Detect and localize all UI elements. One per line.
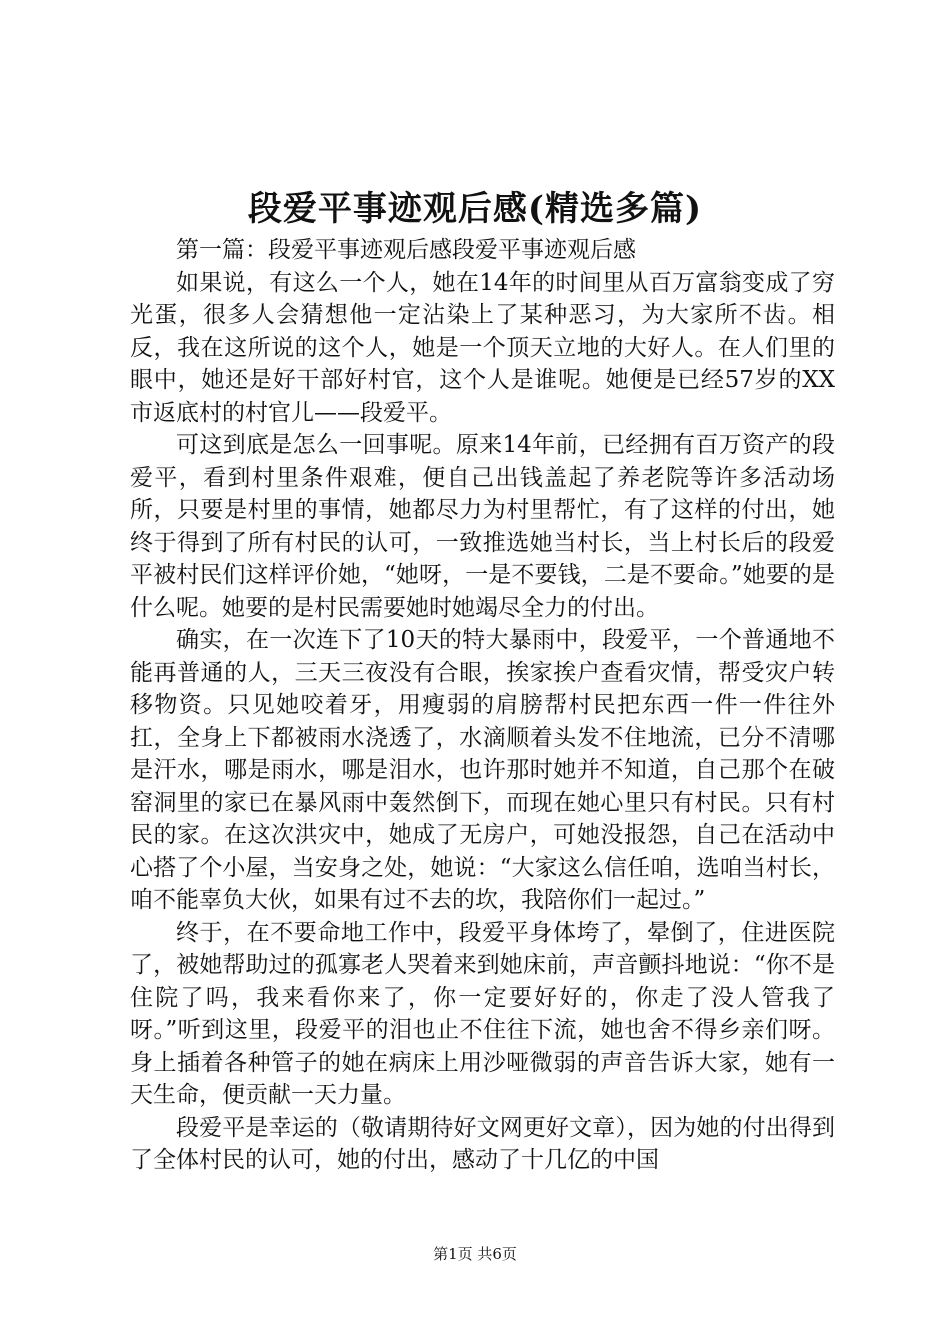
paragraph-1: 第一篇：段爱平事迹观后感段爱平事迹观后感: [176, 237, 636, 263]
paragraph-6: 段爱平是幸运的（敬请期待好文网更好文章），因为她的付出得到了全体村民的认可，她的付出，感动了十几亿的中国: [130, 1114, 835, 1173]
paragraph-2: 如果说，有这么一个人，她在14年的时间里从百万富翁变成了穷光蛋，很多人会猜想他一定沾染上了某种恶习，为大家所不齿。相反，我在这所说的这个人，她是一个顶天立地的大好人。在人们里的眼中，她还是好干部好村官，这个人是谁呢。她便是已经57岁的XX市返底村的村官儿——段爱平。: [130, 269, 835, 426]
page-number-footer: 第1页 共6页: [433, 1245, 517, 1263]
document-body: [130, 234, 835, 1177]
paragraph-4: 确实，在一次连下了10天的特大暴雨中，段爱平，一个普通地不能再普通的人，三天三夜没有合眼，挨家挨户查看灾情，帮受灾户转移物资。只见她咬着牙，用瘦弱的肩膀帮村民把东西一件一件往外扛，全身上下都被雨水浇透了，水滴顺着头发不住地流，已分不清哪是汗水，哪是雨水，哪是泪水，也许那时她并不知道，自己那个在破窑洞里的家已在暴风雨中轰然倒下，而现在她心里只有村民。只有村民的家。在这次洪灾中，她成了无房户，可她没报怨，自己在活动中心搭了个小屋，当安身之处，她说：“大家这么信任咱，选咱当村长，咱不能辜负大伙，如果有过不去的坎，我陪你们一起过。”: [130, 627, 835, 913]
paragraph-5: 终于，在不要命地工作中，段爱平身体垮了，晕倒了，住进医院了，被她帮助过的孤寡老人哭着来到她床前，声音颤抖地说：“你不是住院了吗，我来看你来了，你一定要好好的，你走了没人管我了呀。”听到这里，段爱平的泪也止不住往下流，她也舍不得乡亲们呀。身上插着各种管子的她在病床上用沙哑微弱的声音告诉大家，她有一天生命，便贡献一天力量。: [130, 919, 835, 1108]
document-title: 段爱平事迹观后感(精选多篇): [247, 189, 703, 229]
paragraph-3: 可这到底是怎么一回事呢。原来14年前，已经拥有百万资产的段爱平，看到村里条件艰难，便自己出钱盖起了养老院等许多活动场所，只要是村里的事情，她都尽力为村里帮忙，有了这样的付出，她终于得到了所有村民的认可，一致推选她当村长，当上村长后的段爱平被村民们这样评价她，“她呀，一是不要钱，二是不要命。”她要的是什么呢。她要的是村民需要她时她竭尽全力的付出。: [130, 432, 835, 621]
